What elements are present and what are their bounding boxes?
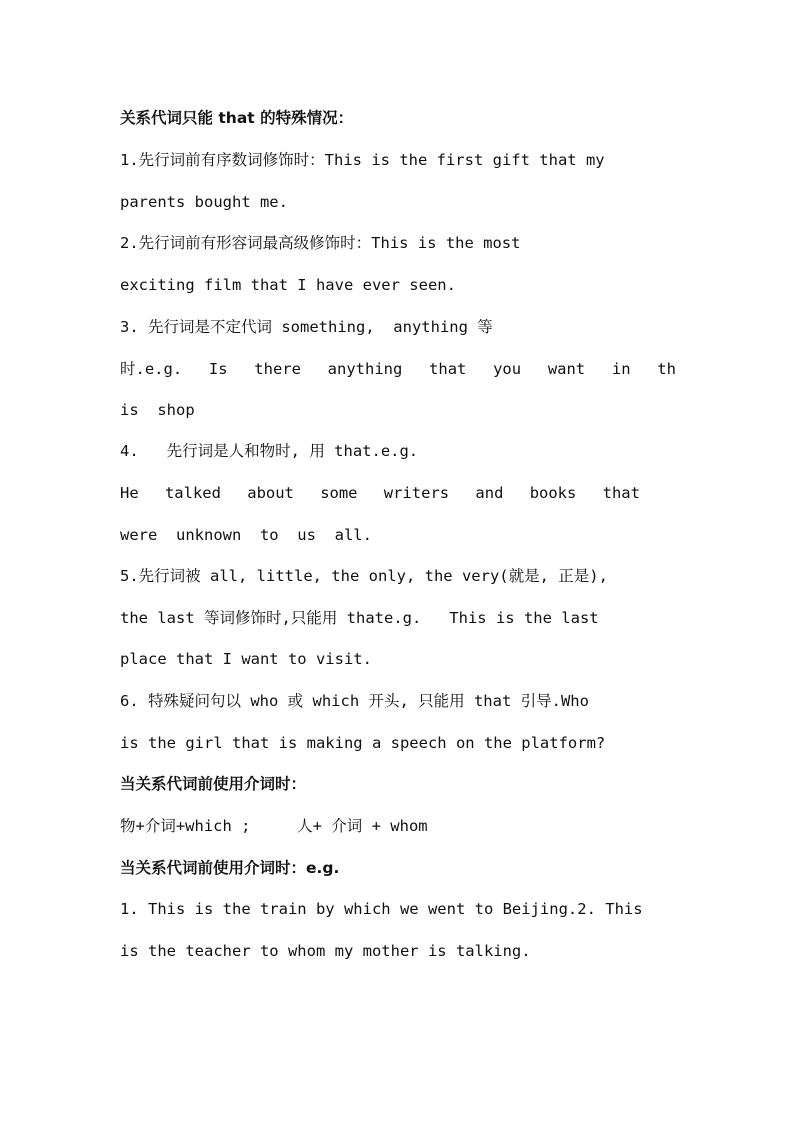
rule-4-line-2 [120, 481, 640, 505]
word: books [529, 484, 577, 502]
rule-3-line-2 [120, 357, 676, 381]
word: that [429, 360, 467, 378]
word: writers [383, 484, 450, 502]
word: He [120, 484, 139, 502]
word: about [247, 484, 294, 502]
word: 时.e.g. [120, 360, 183, 378]
rule-4-line-3: were unknown to us all. [120, 526, 372, 544]
rule-3-line-3: is shop [120, 401, 195, 419]
word: you [493, 360, 522, 378]
rule-2-line-2: exciting film that I have ever seen. [120, 276, 456, 294]
word: Is [208, 360, 228, 378]
word: and [475, 484, 504, 502]
rule-3-line-1: 3. 先行词是不定代词 something, anything 等 [120, 318, 493, 336]
word: th [657, 360, 676, 378]
example-line-1: 1. This is the train by which we went to Beijing.2. This [120, 900, 643, 918]
word: that [602, 484, 640, 502]
word: talked [164, 484, 221, 502]
rule-5-line-2: the last 等词修饰时,只能用 thate.g. This is the last [120, 609, 599, 627]
rule-2-line-1: 2.先行词前有形容词最高级修饰时：This is the most [120, 234, 521, 252]
rule-5-line-3: place that I want to visit. [120, 650, 372, 668]
word: in [611, 360, 631, 378]
word: anything [327, 360, 403, 378]
rule-6-line-1: 6. 特殊疑问句以 who 或 which 开头, 只能用 that 引导.Who [120, 692, 589, 710]
section-heading-preposition: 当关系代词前使用介词时： [120, 775, 307, 793]
section-heading-preposition-example [120, 856, 676, 880]
preposition-pattern: 物+介词+which ; 人+ 介词 + whom [120, 817, 428, 835]
word: some [320, 484, 358, 502]
rule-1-line-1: 1.先行词前有序数词修饰时：This is the first gift that my [120, 151, 605, 169]
example-line-2: is the teacher to whom my mother is talking. [120, 942, 531, 960]
heading-text: 当关系代词前使用介词时：e.g. [120, 859, 340, 877]
word: there [254, 360, 301, 378]
rule-1-line-2: parents bought me. [120, 193, 288, 211]
rule-4-line-1: 4. 先行词是人和物时, 用 that.e.g. [120, 442, 419, 460]
rule-5-line-1: 5.先行词被 all, little, the only, the very(就是, 正是), [120, 567, 608, 585]
word: want [547, 360, 586, 378]
section-heading-that-only: 关系代词只能 that 的特殊情况： [120, 109, 354, 127]
rule-6-line-2: is the girl that is making a speech on the platform? [120, 734, 606, 752]
